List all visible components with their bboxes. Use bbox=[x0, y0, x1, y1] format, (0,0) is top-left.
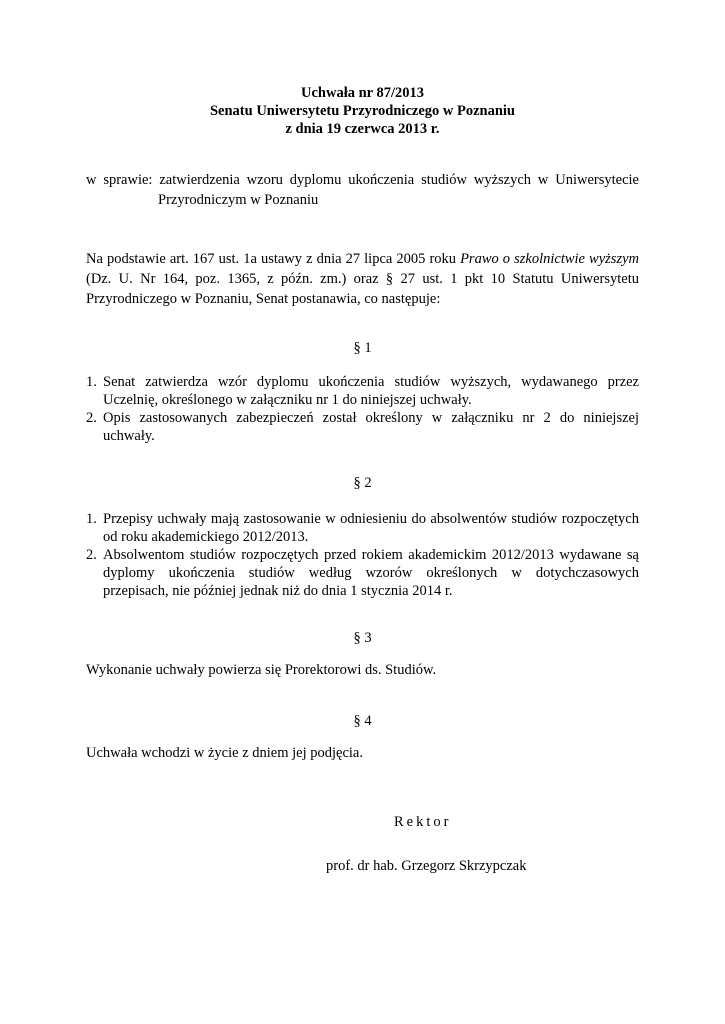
resolution-title bbox=[0, 84, 725, 138]
legal-basis-text: Na podstawie art. 167 ust. 1a ustawy z dnia 27 lipca 2005 roku bbox=[86, 251, 461, 267]
item-line: Opis zastosowanych zabezpieczeń został określony w załączniku nr 2 do niniejszej bbox=[103, 410, 639, 426]
legal-basis-line-3: Przyrodniczego w Poznaniu, Senat postanawia, co następuje: bbox=[86, 291, 441, 307]
legal-basis-line-1 bbox=[86, 249, 639, 269]
section-2-item-1 bbox=[86, 510, 639, 546]
item-line: dyplomy ukończenia studiów według wzorów określonych w dotychczasowych bbox=[103, 565, 639, 581]
item-line: od roku akademickiego 2012/2013. bbox=[103, 529, 309, 545]
section-1-list bbox=[86, 373, 639, 445]
item-line: Senat zatwierdza wzór dyplomu ukończenia studiów wyższych, wydawanego przez bbox=[103, 374, 639, 390]
section-4-text: Uchwała wchodzi w życie z dniem jej podjęcia. bbox=[86, 745, 363, 761]
subject-line-1: w sprawie: zatwierdzenia wzoru dyplomu ukończenia studiów wyższych w Uniwersytecie bbox=[86, 172, 639, 188]
item-line: Przepisy uchwały mają zastosowanie w odniesieniu do absolwentów studiów rozpoczętych bbox=[103, 511, 639, 527]
section-2-heading: § 2 bbox=[353, 475, 372, 491]
signature-name: prof. dr hab. Grzegorz Skrzypczak bbox=[326, 858, 527, 874]
resolution-date: z dnia 19 czerwca 2013 r. bbox=[285, 121, 440, 137]
section-3-heading: § 3 bbox=[353, 630, 372, 646]
subject-line-2: Przyrodniczym w Poznaniu bbox=[158, 192, 319, 208]
section-2-list bbox=[86, 510, 639, 600]
item-number: 2. bbox=[86, 410, 97, 426]
resolution-number: Uchwała nr 87/2013 bbox=[301, 85, 424, 101]
item-line: Uczelnię, określonego w załączniku nr 1 do niniejszej uchwały. bbox=[103, 392, 472, 408]
item-line: przepisach, nie później jednak niż do dnia 1 stycznia 2014 r. bbox=[103, 583, 453, 599]
signature-role: Rektor bbox=[394, 814, 452, 830]
section-1-item-2 bbox=[86, 409, 639, 445]
section-1-heading: § 1 bbox=[353, 340, 372, 356]
resolution-issuer: Senatu Uniwersytetu Przyrodniczego w Poznaniu bbox=[209, 103, 516, 119]
act-title: Prawo o szkolnictwie wyższym bbox=[460, 251, 639, 267]
section-3-text: Wykonanie uchwały powierza się Prorektorowi ds. Studiów. bbox=[86, 662, 437, 678]
item-number: 1. bbox=[86, 374, 97, 390]
item-number: 2. bbox=[86, 547, 97, 563]
resolution-subject bbox=[86, 170, 639, 210]
legal-basis bbox=[86, 249, 639, 309]
legal-basis-line-2: (Dz. U. Nr 164, poz. 1365, z późn. zm.) oraz § 27 ust. 1 pkt 10 Statutu Uniwersytetu bbox=[86, 271, 639, 287]
section-1-item-1 bbox=[86, 373, 639, 409]
item-line: uchwały. bbox=[103, 428, 155, 444]
item-line: Absolwentom studiów rozpoczętych przed rokiem akademickim 2012/2013 wydawane są bbox=[103, 547, 639, 563]
section-4-heading: § 4 bbox=[353, 713, 372, 729]
item-number: 1. bbox=[86, 511, 97, 527]
section-2-item-2 bbox=[86, 546, 639, 600]
